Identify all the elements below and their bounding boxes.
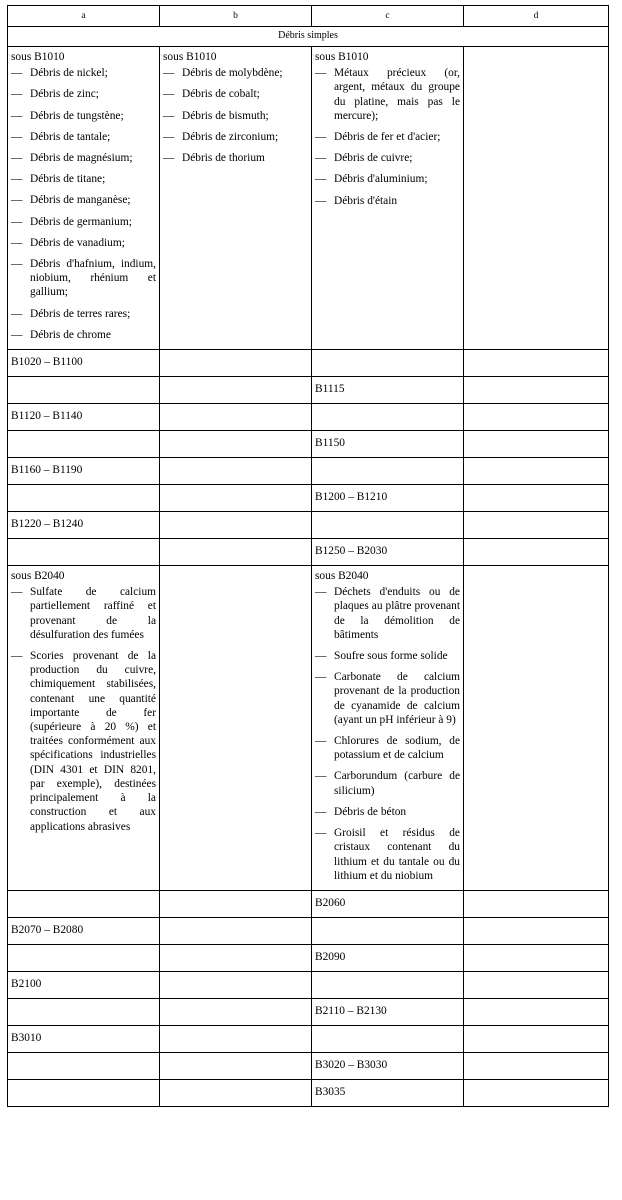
cell-a: B2070 – B2080 — [8, 917, 160, 944]
list-item: — Débris de tungstène; — [11, 109, 156, 123]
cell-d — [464, 458, 609, 485]
cell-d — [464, 350, 609, 377]
dash-list — [315, 66, 460, 208]
list-item: — Déchets d'enduits ou de plaques au plâtre provenant de la démolition de bâtiments — [315, 585, 460, 642]
list-item: — Débris de terres rares; — [11, 307, 156, 321]
section-title: Débris simples — [8, 27, 609, 47]
list-item: — Débris de thorium — [163, 151, 308, 165]
list-item: — Débris de zinc; — [11, 87, 156, 101]
cell-a: B3010 — [8, 1025, 160, 1052]
list-item: — Débris de cuivre; — [315, 151, 460, 165]
cell-d — [464, 890, 609, 917]
dash-list — [315, 585, 460, 883]
cell-b — [160, 47, 312, 350]
cell-d — [464, 512, 609, 539]
table-row — [8, 998, 609, 1025]
cell-b — [160, 350, 312, 377]
cell-c — [312, 566, 464, 891]
table-row — [8, 512, 609, 539]
table-row — [8, 377, 609, 404]
cell-d — [464, 971, 609, 998]
cell-c — [312, 458, 464, 485]
cell-heading: sous B1010 — [315, 51, 369, 63]
cell-c — [312, 404, 464, 431]
cell-d — [464, 566, 609, 891]
list-item: — Débris d'aluminium; — [315, 172, 460, 186]
cell-d — [464, 47, 609, 350]
cell-d — [464, 1079, 609, 1106]
column-header-a: a — [8, 6, 160, 27]
cell-d — [464, 1025, 609, 1052]
table-row — [8, 1025, 609, 1052]
cell-a — [8, 377, 160, 404]
list-item: — Débris de chrome — [11, 328, 156, 342]
cell-c: B1150 — [312, 431, 464, 458]
cell-d — [464, 404, 609, 431]
cell-b — [160, 1052, 312, 1079]
cell-heading: sous B2040 — [315, 570, 369, 583]
cell-a — [8, 1079, 160, 1106]
list-item: — Débris de manganèse; — [11, 193, 156, 207]
table-row — [8, 539, 609, 566]
dash-list — [11, 585, 156, 833]
cell-c: B1250 – B2030 — [312, 539, 464, 566]
cell-a — [8, 539, 160, 566]
cell-a: B1220 – B1240 — [8, 512, 160, 539]
list-item: — Débris de nickel; — [11, 66, 156, 80]
cell-a: B1160 – B1190 — [8, 458, 160, 485]
table-row — [8, 890, 609, 917]
waste-list-table — [7, 5, 609, 1107]
table-row — [8, 404, 609, 431]
cell-c — [312, 47, 464, 350]
cell-b — [160, 377, 312, 404]
list-item: — Sulfate de calcium partiellement raffiné et provenant de la désulfuration des fumées — [11, 585, 156, 642]
cell-b — [160, 998, 312, 1025]
cell-a: B1020 – B1100 — [8, 350, 160, 377]
table-row — [8, 917, 609, 944]
table-row — [8, 47, 609, 350]
cell-d — [464, 539, 609, 566]
list-item: — Débris d'étain — [315, 194, 460, 208]
list-item: — Débris de fer et d'acier; — [315, 130, 460, 144]
cell-b — [160, 458, 312, 485]
cell-d — [464, 917, 609, 944]
cell-c: B3020 – B3030 — [312, 1052, 464, 1079]
cell-b — [160, 890, 312, 917]
list-item: — Débris de bismuth; — [163, 109, 308, 123]
cell-c: B3035 — [312, 1079, 464, 1106]
cell-c — [312, 971, 464, 998]
list-item: — Groisil et résidus de cristaux contenant du lithium et du tantale ou du lithium et du niobium — [315, 826, 460, 883]
cell-c — [312, 1025, 464, 1052]
cell-b — [160, 971, 312, 998]
list-item: — Débris de molybdène; — [163, 66, 308, 80]
cell-heading: sous B2040 — [11, 570, 65, 583]
cell-a: B2100 — [8, 971, 160, 998]
list-item: — Débris de zirconium; — [163, 130, 308, 144]
cell-d — [464, 998, 609, 1025]
cell-b — [160, 485, 312, 512]
table-row — [8, 944, 609, 971]
section-title-row — [8, 27, 609, 47]
cell-a — [8, 998, 160, 1025]
table-row — [8, 431, 609, 458]
list-item: — Débris de cobalt; — [163, 87, 308, 101]
cell-c: B1115 — [312, 377, 464, 404]
column-header-row — [8, 6, 609, 27]
column-header-c: c — [312, 6, 464, 27]
cell-b — [160, 1025, 312, 1052]
table-row — [8, 350, 609, 377]
list-item: — Carbonate de calcium provenant de la production de cyanamide de calcium (ayant un pH inférieur à 9) — [315, 670, 460, 727]
cell-a — [8, 431, 160, 458]
list-item: — Débris de titane; — [11, 172, 156, 186]
cell-a — [8, 1052, 160, 1079]
cell-c: B2110 – B2130 — [312, 998, 464, 1025]
cell-b — [160, 566, 312, 891]
list-item: — Débris de germanium; — [11, 215, 156, 229]
cell-b — [160, 512, 312, 539]
cell-a: B1120 – B1140 — [8, 404, 160, 431]
cell-heading: sous B1010 — [163, 51, 217, 63]
table-row — [8, 971, 609, 998]
list-item: — Chlorures de sodium, de potassium et de calcium — [315, 734, 460, 762]
cell-c: B1200 – B1210 — [312, 485, 464, 512]
cell-b — [160, 944, 312, 971]
table-row — [8, 458, 609, 485]
list-item: — Débris d'hafnium, indium, niobium, rhénium et gallium; — [11, 257, 156, 300]
cell-d — [464, 485, 609, 512]
list-item: — Carborundum (carbure de silicium) — [315, 769, 460, 797]
cell-d — [464, 1052, 609, 1079]
cell-a — [8, 944, 160, 971]
cell-c — [312, 512, 464, 539]
list-item: — Scories provenant de la production du cuivre, chimiquement stabilisées, contenant une quantité importante de fer (supérieure à 20 %) et traitées conformément aux spécifications industrielles (DIN 4301 et DIN 8201, par exemple), destinées principalement à la construction et aux applications abrasives — [11, 649, 156, 834]
cell-a — [8, 485, 160, 512]
table-row — [8, 485, 609, 512]
column-header-b: b — [160, 6, 312, 27]
cell-d — [464, 377, 609, 404]
list-item: — Soufre sous forme solide — [315, 649, 460, 663]
cell-b — [160, 1079, 312, 1106]
list-item: — Métaux précieux (or, argent, métaux du groupe du platine, mais pas le mercure); — [315, 66, 460, 123]
table-row — [8, 1079, 609, 1106]
cell-b — [160, 917, 312, 944]
cell-d — [464, 944, 609, 971]
cell-a — [8, 47, 160, 350]
cell-b — [160, 539, 312, 566]
list-item: — Débris de vanadium; — [11, 236, 156, 250]
list-item: — Débris de tantale; — [11, 130, 156, 144]
cell-a — [8, 890, 160, 917]
list-item: — Débris de béton — [315, 805, 460, 819]
cell-c — [312, 917, 464, 944]
cell-b — [160, 404, 312, 431]
cell-a — [8, 566, 160, 891]
cell-c — [312, 350, 464, 377]
dash-list — [163, 66, 308, 165]
cell-d — [464, 431, 609, 458]
table-row — [8, 566, 609, 891]
cell-c: B2090 — [312, 944, 464, 971]
cell-b — [160, 431, 312, 458]
column-header-d: d — [464, 6, 609, 27]
table-row — [8, 1052, 609, 1079]
cell-heading: sous B1010 — [11, 51, 65, 63]
dash-list — [11, 66, 156, 342]
cell-c: B2060 — [312, 890, 464, 917]
list-item: — Débris de magnésium; — [11, 151, 156, 165]
